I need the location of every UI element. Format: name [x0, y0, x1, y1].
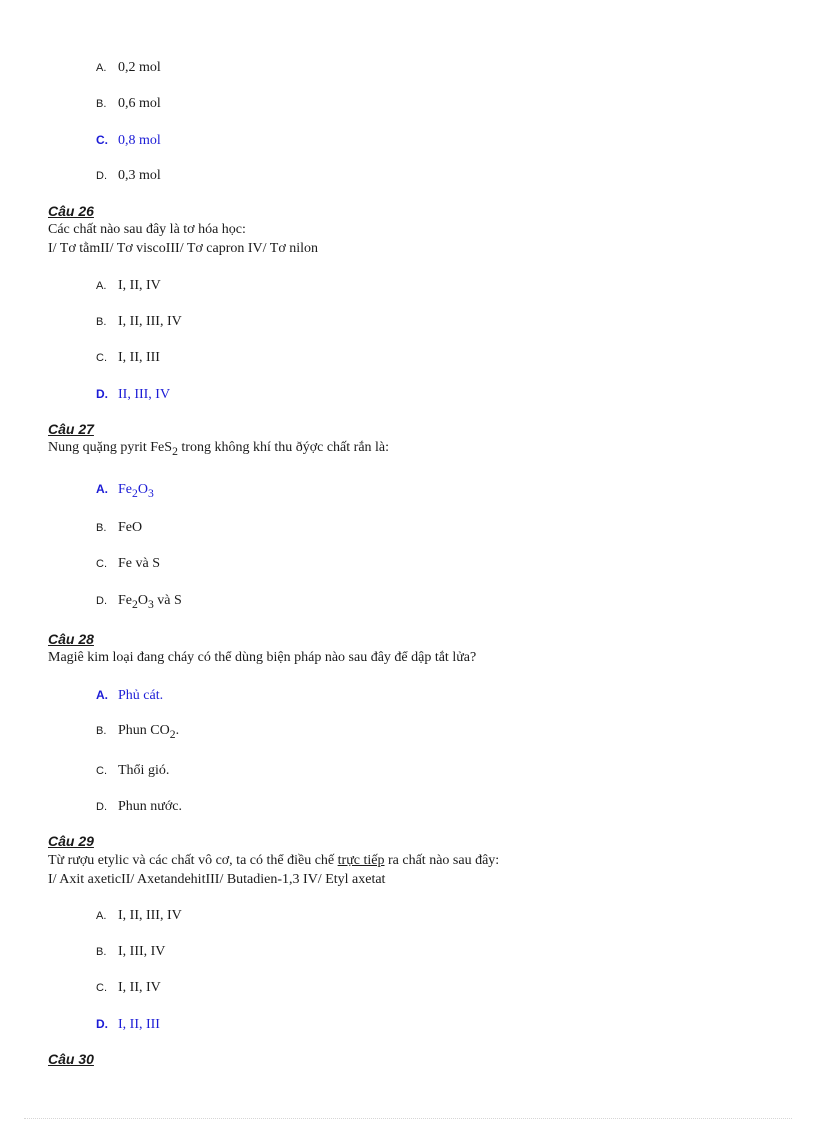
option-c-correct	[96, 130, 161, 150]
option-letter: A.	[96, 280, 107, 292]
option-letter: D.	[96, 170, 107, 182]
option-letter: A.	[96, 910, 107, 922]
option-a	[96, 906, 182, 926]
option-a-correct	[96, 685, 163, 705]
page-bottom-rule	[24, 1118, 792, 1119]
option-b	[96, 942, 165, 962]
option-b	[96, 721, 179, 741]
question-text: Magiê kim loại đang cháy có thể dùng biện pháp nào sau đây để dập tắt lửa?	[48, 650, 477, 665]
option-text: I, II, III	[118, 1017, 160, 1032]
option-d-correct	[96, 1014, 160, 1034]
option-letter: B.	[96, 946, 107, 958]
option-text: I, II, IV	[118, 278, 161, 293]
option-text: I, III, IV	[118, 944, 166, 959]
option-letter: C.	[96, 765, 107, 777]
option-text: Phun nước.	[118, 799, 182, 814]
option-c	[96, 348, 160, 368]
option-letter: C.	[96, 982, 107, 994]
option-text: 0,3 mol	[118, 168, 161, 183]
option-letter: C.	[96, 558, 107, 570]
option-letter: B.	[96, 316, 107, 328]
option-b	[96, 518, 142, 538]
option-text: I, II, III	[118, 350, 160, 365]
option-letter: C.	[96, 133, 108, 147]
option-c	[96, 978, 161, 998]
option-b	[96, 94, 161, 114]
question-title: Câu 29	[48, 833, 94, 849]
option-letter: C.	[96, 352, 107, 364]
option-c	[96, 761, 169, 781]
question-title: Câu 26	[48, 203, 94, 219]
option-text: Fe và S	[118, 556, 160, 571]
option-letter: B.	[96, 725, 107, 737]
option-letter: A.	[96, 62, 107, 74]
option-text: I, II, IV	[118, 980, 161, 995]
option-a-correct	[96, 479, 154, 499]
question-title: Câu 30	[48, 1051, 94, 1067]
option-b	[96, 312, 182, 332]
question-text: Các chất nào sau đây là tơ hóa học:	[48, 222, 246, 237]
option-letter: B.	[96, 522, 107, 534]
option-letter: D.	[96, 595, 107, 607]
option-text: 0,6 mol	[118, 96, 161, 111]
option-text: FeO	[118, 520, 143, 535]
option-text: I, II, III, IV	[118, 314, 182, 329]
option-c	[96, 554, 160, 574]
option-text: $Fe_2O_3$ và S	[118, 593, 182, 611]
option-d	[96, 591, 182, 611]
question-title: Câu 27	[48, 421, 94, 437]
option-text: Phủ cát.	[118, 688, 164, 703]
question-text: Từ rượu etylic và các chất vô cơ, ta có thể điều chế trực tiếp ra chất nào sau đây:	[48, 853, 500, 868]
option-text: 0,8 mol	[118, 133, 161, 148]
question-text: Nung quặng pyrit FeS$_2$ trong không khí thu ðýợc chất rắn là:	[48, 440, 390, 458]
option-letter: A.	[96, 688, 108, 702]
option-letter: B.	[96, 98, 107, 110]
option-text: 0,2 mol	[118, 60, 161, 75]
option-letter: D.	[96, 801, 107, 813]
option-text: $Fe_2O_3$	[118, 482, 154, 500]
question-text: I/ Tơ tằmII/ Tơ viscoIII/ Tơ capron IV/ Tơ nilon	[48, 241, 319, 256]
option-a	[96, 58, 161, 78]
option-text: Phun $CO_2$.	[118, 723, 180, 741]
option-a	[96, 276, 161, 296]
option-d	[96, 797, 182, 817]
option-d-correct	[96, 384, 170, 404]
option-d	[96, 166, 161, 186]
option-letter: D.	[96, 1017, 108, 1031]
question-text: I/ Axit axeticII/ AxetandehitIII/ Butadien-1,3 IV/ Etyl axetat	[48, 872, 386, 887]
option-letter: D.	[96, 387, 108, 401]
option-letter: A.	[96, 482, 108, 496]
option-text: Thổi gió.	[118, 763, 170, 778]
option-text: II, III, IV	[118, 387, 171, 402]
option-text: I, II, III, IV	[118, 908, 182, 923]
question-title: Câu 28	[48, 631, 94, 647]
